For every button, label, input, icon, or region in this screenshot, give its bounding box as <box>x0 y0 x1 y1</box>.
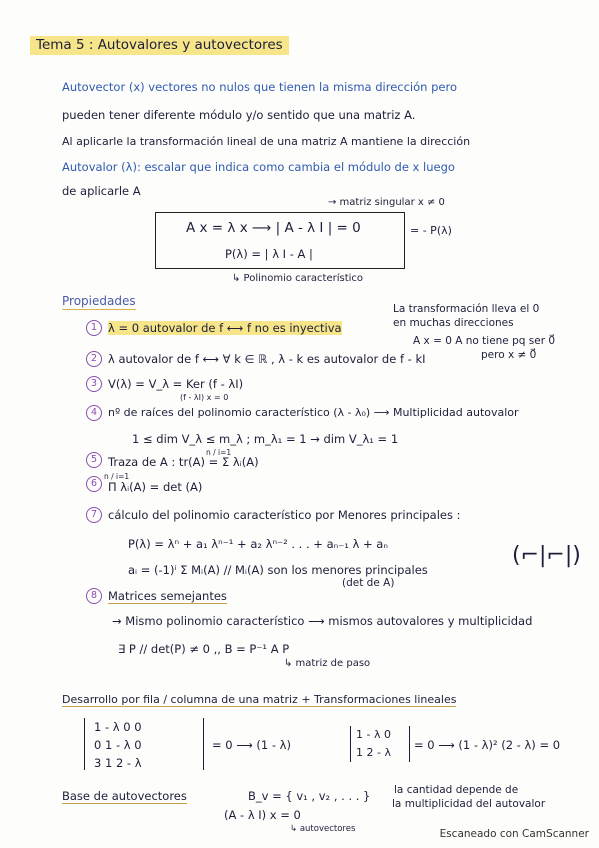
property-1-note-3: A x = 0 A no tiene pq ser 0⃗ <box>413 335 556 347</box>
property-8-note: ↳ matriz de paso <box>284 658 371 669</box>
autovector-definition: Autovector (x) vectores no nulos que tienen la misma dirección pero <box>62 80 457 94</box>
property-7-polynomial: P(λ) = λⁿ + a₁ λⁿ⁻¹ + a₂ λⁿ⁻² . . . + aₙ₋₁ λ + aₙ <box>128 537 388 551</box>
characteristic-equation: A x = λ x ⟶ | A - λ I | = 0 <box>186 220 361 236</box>
property-number-1: 1 <box>86 320 102 336</box>
singular-matrix-note: → matriz singular x ≠ 0 <box>328 197 445 208</box>
property-4: nº de raíces del polinomio característico (λ - λ₀) ⟶ Multiplicidad autovalor <box>108 406 519 419</box>
property-8-text: Matrices semejantes <box>108 589 227 603</box>
property-8 <box>108 589 227 603</box>
base-heading <box>62 789 187 803</box>
base-note-2: la multiplicidad del autovalor <box>392 798 546 810</box>
property-3-sub: (f - λI) x = 0 <box>180 393 229 402</box>
property-number-8: 8 <box>86 588 102 604</box>
property-4-detail: 1 ≤ dim V_λ ≤ m_λ ; m_λ₁ = 1 → dim V_λ₁ = 1 <box>132 432 399 446</box>
property-5: Traza de A : tr(A) = Σ λᵢ(A) <box>108 455 259 469</box>
characteristic-side-note: = - P(λ) <box>410 224 452 237</box>
base-note-1: la cantidad depende de <box>394 784 519 796</box>
matrix-expansion: = 0 ⟶ (1 - λ) <box>212 738 291 752</box>
property-6: Π λᵢ(A) = det (A) <box>108 480 203 494</box>
matrix-row-2: 0 1 - λ 0 <box>94 738 142 752</box>
property-1-text: λ = 0 autovalor de f ⟷ f no es inyectiva <box>108 321 342 335</box>
property-1-note-1: La transformación lleva el 0 <box>393 303 540 315</box>
transformation-note: Al aplicarle la transformación lineal de una matriz A mantiene la dirección <box>62 135 471 148</box>
properties-heading: Propiedades <box>62 294 136 308</box>
property-6-limits: n / i=1 <box>104 472 130 481</box>
property-number-7: 7 <box>86 507 102 523</box>
polynomial-label: ↳ Polinomio característico <box>232 273 364 284</box>
property-number-5: 5 <box>86 452 102 468</box>
property-5-limits: n / i=1 <box>206 448 232 457</box>
property-7-coefficients: aᵢ = (-1)ⁱ Σ Mᵢ(A) // Mᵢ(A) son los menores principales <box>128 563 428 577</box>
autovalor-definition: Autovalor (λ): escalar que indica como cambia el módulo de x luego <box>62 160 455 174</box>
characteristic-polynomial: P(λ) = | λ I - A | <box>225 247 313 261</box>
development-heading-text: Desarrollo por fila / columna de una matriz + Transformaciones lineales <box>62 693 457 706</box>
base-heading-text: Base de autovectores <box>62 789 187 803</box>
matrix-row-3: 3 1 2 - λ <box>94 756 142 770</box>
page-title: Tema 5 : Autovalores y autovectores <box>30 36 289 55</box>
matrix2-row-1: 1 - λ 0 <box>356 728 391 741</box>
matrix-row-1: 1 - λ 0 0 <box>94 720 142 734</box>
property-number-3: 3 <box>86 376 102 392</box>
property-number-6: 6 <box>86 476 102 492</box>
property-3: V(λ) = V_λ = Ker (f - λI) <box>108 377 244 391</box>
property-number-4: 4 <box>86 405 102 421</box>
property-8-detail: → Mismo polinomio característico ⟶ mismos autovalores y multiplicidad <box>112 614 533 628</box>
base-set: B_v = { v₁ , v₂ , . . . } <box>248 789 371 803</box>
autovalor-definition-cont: de aplicarle A <box>62 184 141 198</box>
property-8-condition: ∃ P // det(P) ≠ 0 ,, B = P⁻¹ A P <box>118 642 290 656</box>
property-2: λ autovalor de f ⟷ ∀ k ∈ ℝ , λ - k es autovalor de f - kI <box>108 352 426 366</box>
property-number-2: 2 <box>86 351 102 367</box>
property-7-note: (det de A) <box>342 577 395 589</box>
property-1-note-4: pero x ≠ 0⃗ <box>481 349 537 361</box>
matrix2-row-2: 1 2 - λ <box>356 746 391 759</box>
property-7: cálculo del polinomio característico por Menores principales : <box>108 508 461 522</box>
property-1-note-2: en muchas direcciones <box>393 317 514 329</box>
base-sub: ↳ autovectores <box>290 824 356 834</box>
scanner-watermark: Escaneado con CamScanner <box>439 828 589 840</box>
property-1 <box>108 321 342 335</box>
minors-sketch: (⌐|⌐|) <box>512 543 581 568</box>
development-heading <box>62 693 456 707</box>
matrix-result: = 0 ⟶ (1 - λ)² (2 - λ) = 0 <box>414 738 561 752</box>
base-equation: (A - λ I) x = 0 <box>224 808 301 822</box>
autovector-definition-cont: pueden tener diferente módulo y/o sentido que una matriz A. <box>62 108 416 122</box>
